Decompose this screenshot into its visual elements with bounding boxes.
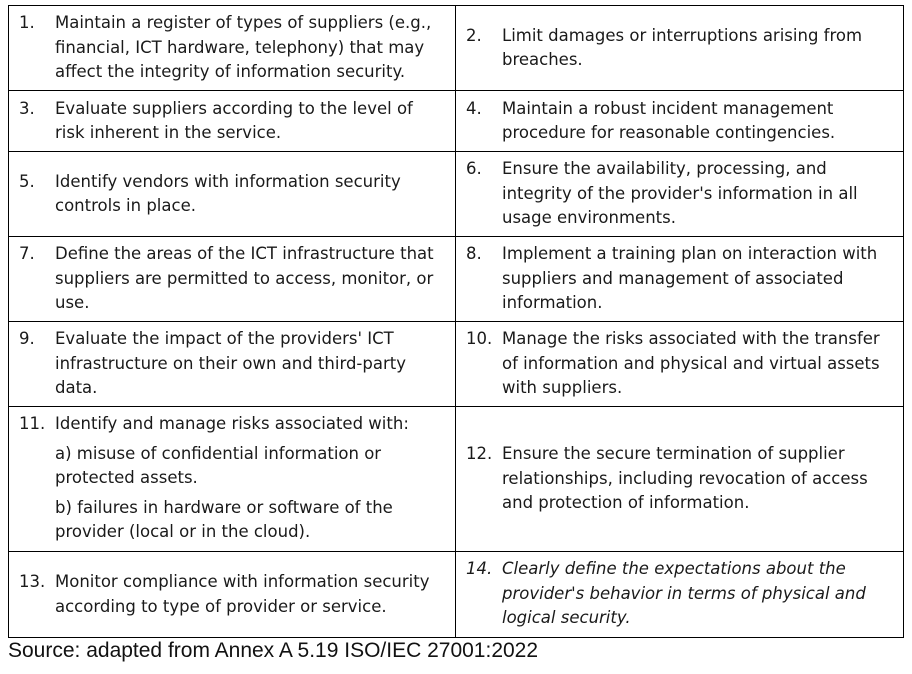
table-row — [9, 152, 904, 237]
item-number: 1. — [19, 13, 35, 32]
item-text: Ensure the secure termination of supplier relationships, including revocation of access and protection of information. — [502, 444, 868, 513]
table-row — [9, 237, 904, 322]
item-number: 12. — [466, 444, 493, 464]
item-text: Implement a training plan on interaction with suppliers and management of associated information. — [502, 244, 878, 312]
item-number: 4. — [466, 98, 482, 118]
item-number: 5. — [19, 171, 35, 191]
table-cell — [9, 152, 456, 237]
item-number: 9. — [19, 329, 35, 348]
table-cell — [456, 552, 904, 638]
item-text: Evaluate the impact of the providers' ICT infrastructure on their own and third-party data. — [55, 329, 406, 397]
item-number: 2. — [466, 25, 482, 45]
item-number: 11. — [19, 414, 46, 433]
table-cell — [9, 91, 456, 152]
sub-item-a: a) misuse of confidential information or protected assets. — [55, 443, 382, 487]
item-number: 14. — [466, 559, 493, 578]
table-cell — [456, 6, 904, 91]
table-cell — [456, 322, 904, 407]
item-text: Identify vendors with information security controls in place. — [55, 171, 401, 215]
table-row — [9, 552, 904, 638]
item-text: Identify and manage risks associated with: — [55, 414, 409, 433]
table-cell — [9, 237, 456, 322]
table-row — [9, 407, 904, 552]
table-cell — [456, 152, 904, 237]
table-row — [9, 6, 904, 91]
table-cell — [456, 237, 904, 322]
table-cell — [9, 322, 456, 407]
table-row — [9, 322, 904, 407]
item-number: 8. — [466, 244, 482, 263]
table-cell — [456, 407, 904, 552]
table-cell — [456, 91, 904, 152]
table-cell — [9, 407, 456, 552]
item-text: Limit damages or interruptions arising from breaches. — [502, 25, 863, 69]
item-number: 13. — [19, 572, 46, 591]
item-text: Manage the risks associated with the transfer of information and physical and virtual assets with suppliers. — [502, 329, 880, 397]
item-text: Define the areas of the ICT infrastructure that suppliers are permitted to access, monitor, or use. — [55, 244, 434, 312]
item-number: 10. — [466, 329, 493, 348]
item-text: Ensure the availability, processing, and integrity of the provider's information in all usage environments. — [502, 159, 858, 227]
item-number: 6. — [466, 159, 482, 178]
item-number: 7. — [19, 244, 35, 263]
item-text: Monitor compliance with information security according to type of provider or service. — [55, 572, 430, 616]
item-text: Maintain a register of types of suppliers (e.g., financial, ICT hardware, telephony) that may affect the integrity of information security. — [55, 13, 432, 81]
table-row — [9, 91, 904, 152]
table-cell — [9, 552, 456, 638]
item-text: Clearly define the expectations about the provider's behavior in terms of physical and logical security. — [502, 559, 866, 627]
item-text: Evaluate suppliers according to the level of risk inherent in the service. — [55, 98, 413, 142]
item-number: 3. — [19, 98, 35, 118]
requirements-table — [8, 5, 904, 638]
sub-item-b: b) failures in hardware or software of the provider (local or in the cloud). — [55, 497, 393, 541]
source-caption: Source: adapted from Annex A 5.19 ISO/IEC 27001:2022 — [8, 639, 539, 662]
item-text: Maintain a robust incident management procedure for reasonable contingencies. — [502, 98, 836, 142]
table-cell — [9, 6, 456, 91]
